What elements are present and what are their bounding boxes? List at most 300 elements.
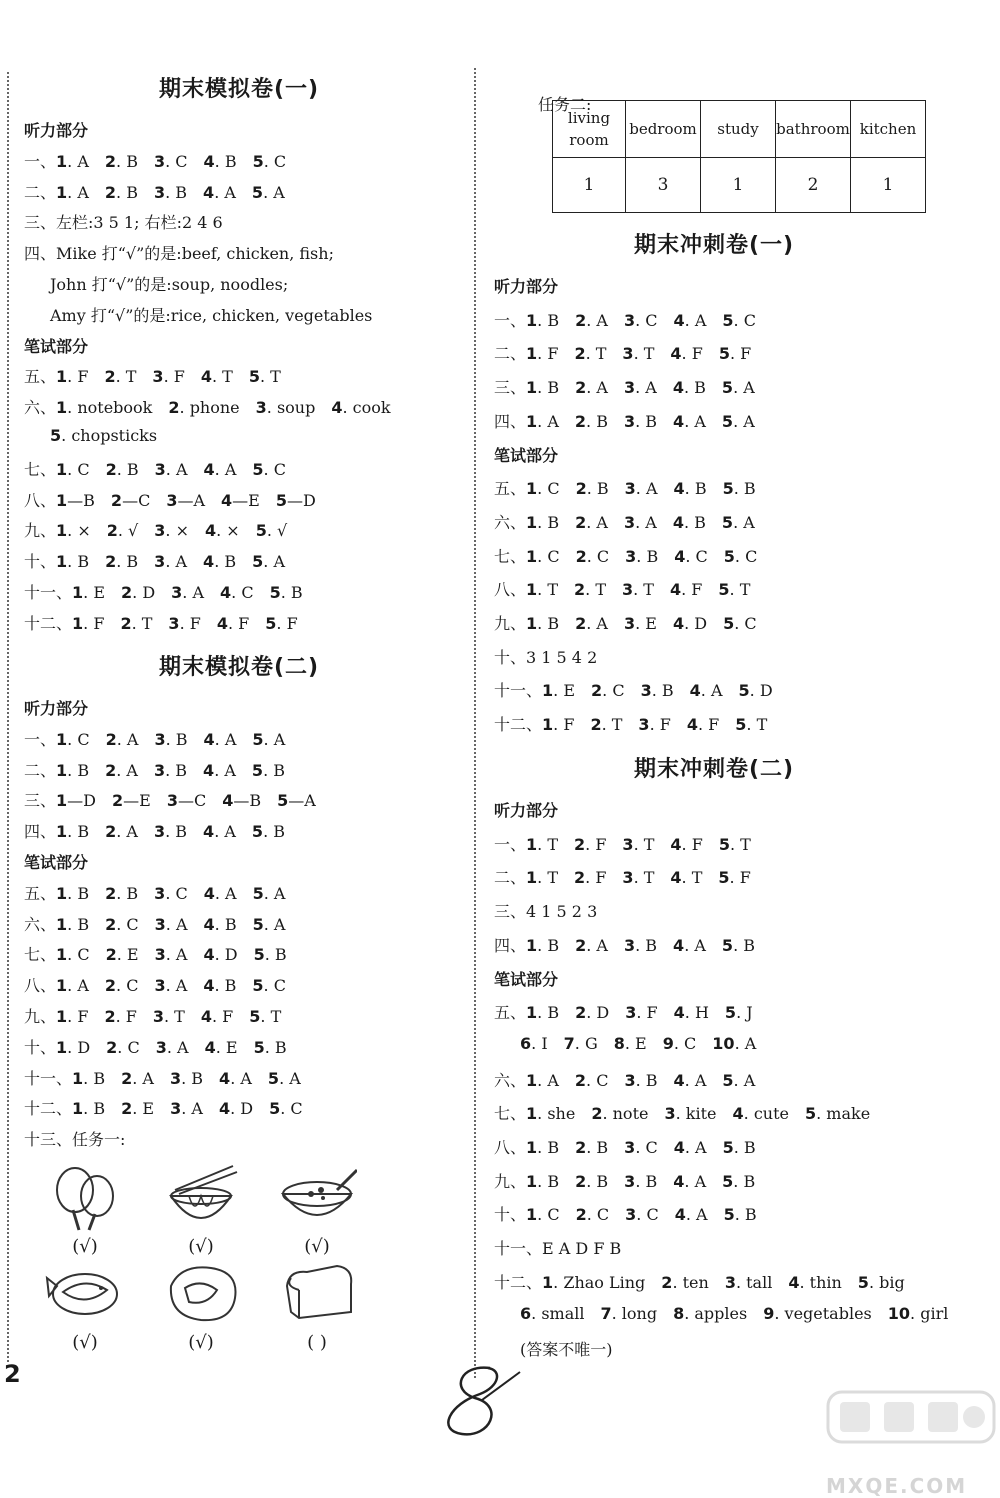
item-answer: . T [585,580,606,600]
item-number: 2 [121,1099,133,1119]
answer-item [104,367,136,386]
question-number: 二、 [24,760,57,780]
answer-item [722,513,755,532]
item-answer: . A [214,729,237,749]
answer-item [277,791,316,810]
question-number: 一、 [24,151,57,171]
item-number: 1 [526,1070,538,1090]
item-answer: . T [164,1007,185,1026]
answer-item [622,344,654,363]
item-number: 4 [203,182,215,202]
answer-item [526,1205,560,1224]
item-answer: . T [729,834,751,854]
question-number: 十一、 [494,681,543,701]
answer-item [256,398,316,417]
item-answer: . T [601,715,623,735]
answer-line [494,544,934,567]
item-number: 7 [600,1303,612,1323]
item-answer: . B [734,1205,757,1225]
answer-item [56,945,90,964]
item-answer: . C [263,976,286,996]
answer-item [253,152,287,171]
item-number: 1 [56,1007,68,1026]
item-number: 1 [542,1272,554,1292]
answer-item [72,1069,105,1088]
item-answer: . C [636,1205,659,1225]
answer-item [625,547,658,566]
item-number: 1 [56,552,68,572]
item-answer: . F [681,580,703,600]
item-answer: . B [214,151,237,171]
answer-line [494,832,934,855]
answer-item [154,761,187,780]
answer-item [575,1172,608,1191]
answer-item [526,1172,559,1191]
item-answer: . B [636,546,659,566]
item-answer: . A [67,151,89,171]
answer-line [494,476,934,499]
item-answer: . F [649,715,671,735]
item-answer: . F [681,344,703,364]
item-number: 4 [222,791,234,811]
item-number: 5 [721,935,734,955]
item-answer: . A [116,760,138,780]
check-mark: (√) [188,1236,214,1257]
item-answer: . B [214,552,237,572]
answer-item [221,491,260,510]
answer-item [56,183,89,202]
item-number: 2 [105,552,117,572]
answer-item [725,1003,753,1022]
item-answer: . C [635,310,658,330]
item-number: 3 [166,490,178,510]
answer-item [56,367,88,386]
item-answer: . A [166,1037,189,1057]
item-number: 1 [526,580,538,600]
answer-item [624,412,657,431]
item-number: 2 [574,834,586,854]
item-number: 1 [56,822,68,842]
item-number: 2 [574,580,586,600]
item-number: 5 [718,834,730,854]
item-number: 5 [724,1003,737,1023]
item-answer: . B [263,822,285,842]
item-number: 5 [723,1205,735,1225]
answer-item [624,1172,657,1191]
item-answer: . C [67,945,90,965]
answer-line [494,712,934,735]
item-number: 1 [526,310,538,330]
answer-item [105,822,138,841]
item-answer: . phone [179,398,240,418]
item-number: 5 [718,580,730,600]
item-answer: . B [635,1070,658,1090]
answer-item [72,614,104,633]
item-answer: . A [586,310,608,330]
item-answer: . C [231,583,254,602]
question-number: 十二、 [494,1272,543,1292]
item-answer: . T [633,344,655,364]
item-number: 1 [56,398,68,418]
question-number: 十一、 [24,583,73,602]
answer-item [526,513,559,532]
item-answer: . B [733,1171,756,1191]
item-answer: . A [684,411,706,431]
item-number: 5 [718,344,730,364]
answer-item [673,378,706,397]
item-answer: . C [116,914,139,934]
item-number: 1 [56,151,68,171]
item-number: 1 [542,681,554,701]
room-header-cell [776,101,851,158]
question-number: 一、 [494,834,527,854]
item-number: 8 [673,1303,685,1323]
item-answer: . E [553,681,576,701]
answer-line: John 打“√”的是:soup, noodles; [50,275,289,294]
bread-icon [272,1256,362,1328]
item-answer: . F [83,613,105,633]
item-answer: . A [635,479,658,499]
item-answer: . B [586,1138,609,1157]
item-number: 4 [670,344,682,364]
item-answer: . T [115,367,137,387]
question-number: 八、 [24,490,57,510]
item-answer: . G [574,1033,598,1053]
answer-item [673,936,706,955]
item-answer: . F [585,834,607,854]
answer-item [204,884,237,903]
item-answer: . C [67,729,90,749]
item-answer: . C [586,546,610,566]
item-number: 3 [154,729,166,749]
item-answer: . C [734,614,757,633]
item-answer: . A [685,1205,708,1225]
item-number: 5 [722,1171,734,1191]
item-number: 2 [574,868,586,888]
answer-item [526,547,560,566]
answer-item [624,936,657,955]
answer-line: 十三、任务一: [24,1130,126,1150]
item-answer: . notebook [67,398,153,418]
answer-line [494,933,934,956]
item-answer: . B [67,883,90,903]
item-number: 5 [252,459,264,479]
item-number: 9 [662,1033,674,1053]
item-number: 2 [110,490,123,510]
answer-item [204,460,237,479]
item-number: 5 [723,546,735,566]
answer-item [205,521,240,540]
item-number: 2 [575,310,587,330]
item-number: 2 [105,822,117,842]
item-answer: . A [165,914,188,934]
item-answer: . A [263,883,286,903]
item-number: 5 [721,378,734,398]
item-number: 5 [721,411,734,431]
item-number: 4 [203,729,215,749]
item-answer: . B [165,760,188,780]
answer-item [170,1069,203,1088]
answer-item [723,479,756,498]
item-answer: . C [537,1205,560,1225]
item-number: 3 [168,613,180,633]
answer-item [222,791,261,810]
room-count-cell: 2 [776,158,851,213]
answer-item [154,822,187,841]
answer-item [252,183,285,202]
item-answer: . A [116,729,139,749]
answer-item [723,1138,756,1157]
item-number: 4 [673,310,685,330]
item-answer: . A [684,310,707,330]
room-header-cell [626,101,701,158]
answer-line: (答案不唯一) [520,1340,613,1360]
item-answer: . D [132,583,156,602]
item-number: 4 [219,1068,231,1088]
item-number: 3 [153,151,166,171]
item-answer: . make [816,1104,871,1124]
item-number: 5 [275,490,287,510]
check-mark: (√) [72,1332,98,1353]
item-number: 2 [575,1171,587,1191]
item-number: 1 [56,182,68,202]
item-number: 5 [251,822,264,842]
item-answer: . A [181,1099,203,1119]
answer-line [24,180,454,203]
item-number: 3 [624,1138,636,1157]
answer-line [24,758,454,781]
answer-item [526,1138,559,1157]
item-answer: . girl [910,1303,949,1323]
item-number: 2 [168,398,180,418]
item-number: 3 [621,580,634,600]
soup-bowl-icon [272,1160,362,1232]
item-number: 4 [673,1003,685,1023]
item-number: 2 [591,681,603,701]
answer-item [664,1104,716,1123]
answer-item [574,868,606,887]
item-answer: . B [537,614,560,633]
item-number: 2 [104,182,117,202]
answer-item [269,1099,303,1118]
item-answer: . F [729,868,751,888]
item-number: 3 [625,1205,637,1225]
item-answer: . A [263,729,286,749]
item-answer: . B [537,935,560,955]
item-number: 4 [203,552,215,572]
answer-item [56,822,89,841]
item-answer: . T [681,868,703,888]
item-answer: . T [260,1007,282,1026]
room-header-cell [701,101,776,158]
section-subheading: 笔试部分 [494,445,559,465]
answer-line: 四、Mike 打“√”的是:beef, chicken, fish; [24,244,334,264]
item-answer: . C [67,459,90,479]
item-number: 1 [56,729,68,749]
room-name: bedroom [629,120,697,138]
check-mark: (√) [72,1236,98,1257]
item-answer: . T [633,580,654,600]
item-answer: . C [685,546,708,566]
answer-item [724,1205,757,1224]
item-answer: . F [537,344,559,364]
item-number: 1 [56,1037,68,1057]
answer-line [24,549,454,572]
answer-line [24,149,454,172]
handwritten-8-icon [420,1360,530,1444]
answer-item [56,552,89,571]
exam-title: 期末模拟卷(二) [158,655,320,680]
question-number: 五、 [494,479,527,499]
answer-line [24,611,454,634]
item-number: 2 [120,613,132,633]
item-answer: . B [165,182,188,202]
item-number: 10 [712,1033,735,1053]
item-number: 3 [664,1104,676,1124]
answer-line [494,510,934,533]
answer-item [72,1099,105,1118]
item-number: 6 [520,1033,532,1053]
answer-item [719,835,751,854]
answer-item [254,1038,287,1057]
item-number: 4 [204,1037,216,1057]
item-number: 5 [251,182,264,202]
item-number: 3 [622,344,634,364]
item-answer: . C [734,546,758,566]
item-answer: . F [163,367,185,387]
item-answer: . D [749,681,773,701]
question-number: 六、 [494,512,527,532]
item-number: 2 [106,1037,118,1057]
answer-item [203,552,236,571]
item-answer: . C [116,976,139,996]
answer-item [156,1038,189,1057]
item-answer: . F [67,1007,89,1026]
item-answer: . B [67,552,90,572]
item-number: 1 [526,512,538,532]
item-number: 8 [613,1033,625,1053]
answer-item [201,1007,233,1026]
item-number: 3 [640,681,652,701]
answer-item [661,1273,709,1292]
question-number: 十二、 [494,715,543,735]
answer-item [105,761,138,780]
item-answer: . D [214,945,238,965]
question-number: 六、 [494,1070,527,1090]
answer-item [575,311,608,330]
fish-icon [40,1256,130,1328]
item-number: 5 [252,151,264,171]
answer-item [105,152,138,171]
item-number: 5 [251,760,264,780]
item-answer: . C [586,1070,609,1090]
answer-item [154,183,187,202]
answer-item [104,1007,136,1026]
item-answer: . E [116,945,139,965]
answer-item [106,1038,140,1057]
item-answer: . B [733,1138,756,1157]
item-answer: . × [216,521,240,541]
item-number: 2 [111,791,124,811]
answer-item [622,580,654,599]
answer-item [722,1071,755,1090]
item-number: 1 [526,935,538,955]
item-number: 2 [104,151,117,171]
answer-line [494,1135,934,1158]
item-number: 2 [575,512,587,532]
answer-line [494,341,934,364]
item-number: 1 [72,1099,84,1119]
answer-item [722,378,755,397]
answer-item [718,868,750,887]
answer-item [265,614,297,633]
item-answer: . F [729,344,752,364]
item-answer: . A [684,1138,707,1157]
answer-line [494,308,934,331]
item-number: 3 [154,914,166,934]
answer-line [494,1068,934,1091]
item-answer: . A [635,378,657,398]
answer-line [494,865,934,888]
answer-item [733,1104,789,1123]
item-number: 1 [542,715,554,735]
item-number: 1 [56,490,68,510]
answer-line [494,678,934,701]
item-answer: . B [116,459,139,479]
item-number: 2 [105,914,117,934]
item-number: 2 [661,1272,673,1292]
item-number: 4 [220,583,232,602]
answer-item [331,398,390,417]
item-number: 2 [575,1138,587,1157]
answer-item [56,491,95,510]
item-number: 5 [857,1272,869,1292]
answer-item [56,761,89,780]
item-number: 2 [575,614,587,633]
item-answer: . B [683,512,706,532]
answer-item [268,1069,301,1088]
room-header-cell [553,101,626,158]
answer-item [673,614,707,633]
item-answer: . vegetables [774,1303,872,1323]
answer-line [24,942,454,965]
item-number: 4 [669,580,682,600]
item-answer: —D [286,490,316,510]
item-number: 4 [674,546,686,566]
item-number: 3 [624,1070,636,1090]
item-answer: . C [165,151,188,171]
item-number: 3 [622,868,634,888]
answer-item [722,412,755,431]
answer-item [154,976,187,995]
item-number: 5 [722,310,734,330]
answer-item [674,547,708,566]
item-number: 3 [255,398,267,418]
answer-item [625,479,658,498]
item-answer: . A [684,935,706,955]
item-answer: . C [733,310,756,330]
answer-item [106,945,139,964]
answer-item [203,976,236,995]
item-answer: . she [537,1104,576,1124]
item-number: 4 [203,914,215,934]
answer-line [24,518,454,541]
question-number: 三、 [494,378,527,398]
item-answer: . F [276,613,298,633]
answer-item [858,1273,905,1292]
answer-item [574,835,606,854]
answer-line [24,426,480,445]
